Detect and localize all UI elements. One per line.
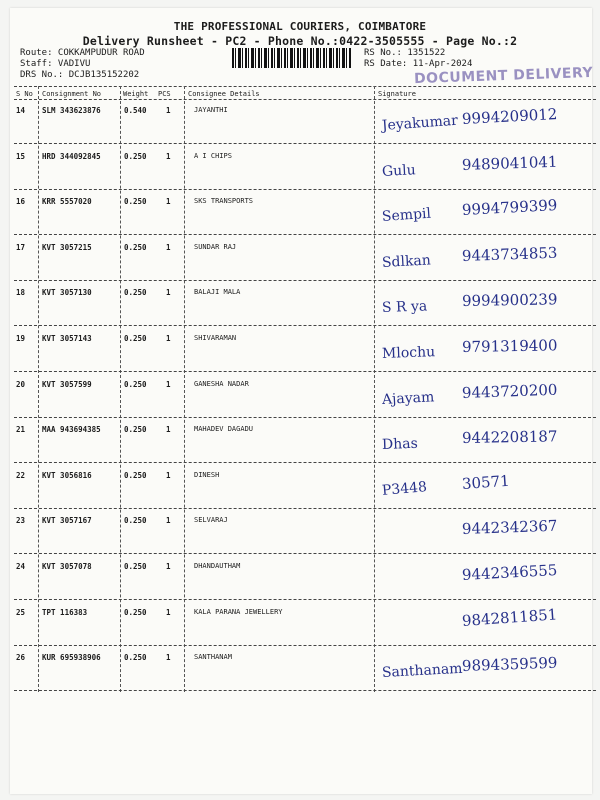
signature-name: Sdlkan — [381, 252, 432, 271]
row-sno: 18 — [16, 288, 26, 298]
row-sno: 21 — [16, 425, 26, 435]
company-title: THE PROFESSIONAL COURIERS, COIMBATORE — [173, 20, 427, 33]
signature-name: S R ya — [381, 298, 428, 317]
row-weight: 0.250 — [124, 288, 147, 298]
row-sno: 19 — [16, 334, 26, 343]
row-rule — [14, 462, 596, 463]
column-divider — [38, 86, 39, 692]
row-rule — [14, 599, 596, 600]
signature-phone: 9442346555 — [461, 561, 558, 584]
row-pcs: 1 — [166, 106, 171, 115]
column-divider — [120, 86, 121, 692]
signature-phone: 9994799399 — [461, 196, 558, 220]
signature-name: Ajayam — [381, 388, 435, 408]
route-label: Route: COKKAMPUDUR ROAD — [20, 48, 145, 58]
row-sno: 17 — [16, 242, 26, 252]
signature-name: Sempil — [381, 205, 432, 226]
table-top-rule — [14, 86, 596, 87]
row-pcs: 1 — [166, 379, 171, 389]
signature-phone: 9489041041 — [461, 152, 558, 174]
signature-phone: 9442208187 — [461, 427, 558, 448]
row-weight: 0.250 — [124, 607, 147, 617]
row-weight: 0.250 — [124, 197, 147, 207]
staff-label: Staff: VADIVU — [20, 59, 91, 69]
row-consignment: KVT 3057078 — [42, 562, 92, 571]
row-sno: 26 — [16, 653, 26, 663]
column-divider — [374, 86, 375, 692]
row-consignment: MAA 943694385 — [42, 425, 101, 435]
barcode — [232, 48, 352, 68]
row-pcs: 1 — [166, 242, 171, 252]
row-pcs: 1 — [166, 334, 171, 343]
row-weight: 0.250 — [124, 470, 147, 480]
row-consignment: KVT 3057143 — [42, 334, 92, 343]
row-consignee: SUNDAR RAJ — [194, 242, 237, 251]
row-weight: 0.250 — [124, 653, 147, 663]
row-weight: 0.250 — [124, 242, 147, 252]
row-consignee: KALA PARANA JEWELLERY — [194, 607, 283, 616]
row-rule — [14, 371, 596, 372]
row-sno: 14 — [16, 106, 26, 115]
signature-phone: 9791319400 — [461, 336, 558, 356]
row-sno: 24 — [16, 562, 26, 571]
row-rule — [14, 189, 596, 190]
row-consignee: MAHADEV DAGADU — [194, 425, 254, 434]
signature-phone: 30571 — [461, 471, 511, 493]
document-delivery-stamp: DOCUMENT DELIVERY — [413, 64, 594, 88]
col-header-pcs: PCS — [158, 90, 171, 98]
row-consignee: SKS TRANSPORTS — [194, 197, 254, 206]
col-header-sno: S No — [16, 90, 33, 98]
row-rule — [14, 280, 596, 281]
row-consignee: A I CHIPS — [194, 151, 232, 160]
col-header-weight: Weight — [123, 90, 149, 98]
row-consignee: JAYANTHI — [194, 106, 228, 114]
signature-name: Gulu — [381, 161, 417, 180]
row-consignment: KUR 695938906 — [42, 653, 101, 663]
row-consignment: KVT 3057599 — [42, 379, 92, 389]
signature-phone: 9994900239 — [461, 290, 558, 311]
row-rule — [14, 508, 596, 509]
row-rule — [14, 553, 596, 554]
signature-name: Mlochu — [381, 344, 436, 362]
signature-name: P3448 — [381, 478, 428, 499]
row-pcs: 1 — [166, 607, 171, 617]
row-pcs: 1 — [166, 288, 171, 298]
row-rule — [14, 417, 596, 418]
row-consignment: KVT 3056816 — [42, 470, 92, 480]
signature-phone: 9894359599 — [461, 653, 558, 676]
row-weight: 0.250 — [124, 425, 147, 435]
row-pcs: 1 — [166, 197, 171, 207]
row-sno: 15 — [16, 151, 26, 161]
col-header-signature: Signature — [378, 90, 416, 98]
signature-phone: 9994209012 — [461, 105, 558, 128]
col-header-consignee: Consignee Details — [188, 90, 260, 98]
row-consignee: GANESHA NADAR — [194, 379, 249, 388]
drs-label: DRS No.: DCJB135152202 — [20, 70, 140, 80]
row-consignee: DHANDAUTHAM — [194, 562, 241, 570]
row-consignee: SHIVARAMAN — [194, 334, 237, 342]
row-consignment: SLM 343623876 — [42, 106, 101, 115]
row-rule — [14, 645, 596, 646]
signature-name: Jeyakumar — [381, 112, 459, 134]
row-weight: 0.250 — [124, 334, 147, 343]
row-sno: 25 — [16, 607, 26, 617]
row-weight: 0.250 — [124, 379, 147, 389]
runsheet-page — [10, 8, 592, 794]
row-pcs: 1 — [166, 151, 171, 161]
row-consignment: KVT 3057215 — [42, 242, 92, 252]
row-consignee: BALAJI MALA — [194, 288, 241, 297]
row-sno: 16 — [16, 197, 26, 207]
row-pcs: 1 — [166, 653, 171, 663]
row-consignee: SELVARAJ — [194, 516, 228, 525]
rs-number: RS No.: 1351522 — [364, 48, 446, 58]
row-sno: 20 — [16, 379, 26, 389]
row-rule — [14, 143, 596, 144]
row-consignment: TPT 116383 — [42, 607, 88, 617]
row-consignee: DINESH — [194, 470, 220, 479]
signature-phone: 9443720200 — [461, 380, 558, 402]
row-sno: 23 — [16, 516, 26, 526]
row-rule — [14, 325, 596, 326]
row-weight: 0.250 — [124, 562, 147, 571]
column-divider — [184, 86, 185, 692]
row-pcs: 1 — [166, 562, 171, 571]
signature-phone: 9442342367 — [461, 517, 558, 539]
row-weight: 0.250 — [124, 516, 147, 526]
row-weight: 0.540 — [124, 106, 147, 115]
row-weight: 0.250 — [124, 151, 147, 161]
signature-name: Santhanam — [381, 660, 463, 682]
signature-phone: 9443734853 — [461, 243, 558, 265]
row-consignment: KRR 5557020 — [42, 197, 92, 207]
row-rule — [14, 690, 596, 691]
runsheet-title: Delivery Runsheet - PC2 - Phone No.:0422-3505555 - Page No.:2 — [82, 34, 518, 48]
row-sno: 22 — [16, 470, 26, 480]
row-rule — [14, 234, 596, 235]
row-consignment: KVT 3057130 — [42, 288, 92, 298]
rs-date: RS Date: 11-Apr-2024 — [364, 59, 473, 69]
row-consignment: HRD 344092845 — [42, 151, 101, 161]
row-pcs: 1 — [166, 425, 171, 435]
signature-phone: 9842811851 — [461, 604, 558, 630]
row-consignee: SANTHANAM — [194, 653, 232, 662]
row-consignment: KVT 3057167 — [42, 516, 92, 526]
header-rule — [14, 99, 596, 100]
signature-name: Dhas — [381, 435, 419, 454]
row-pcs: 1 — [166, 516, 171, 526]
row-pcs: 1 — [166, 470, 171, 480]
col-header-consignment: Consignment No — [42, 90, 102, 98]
